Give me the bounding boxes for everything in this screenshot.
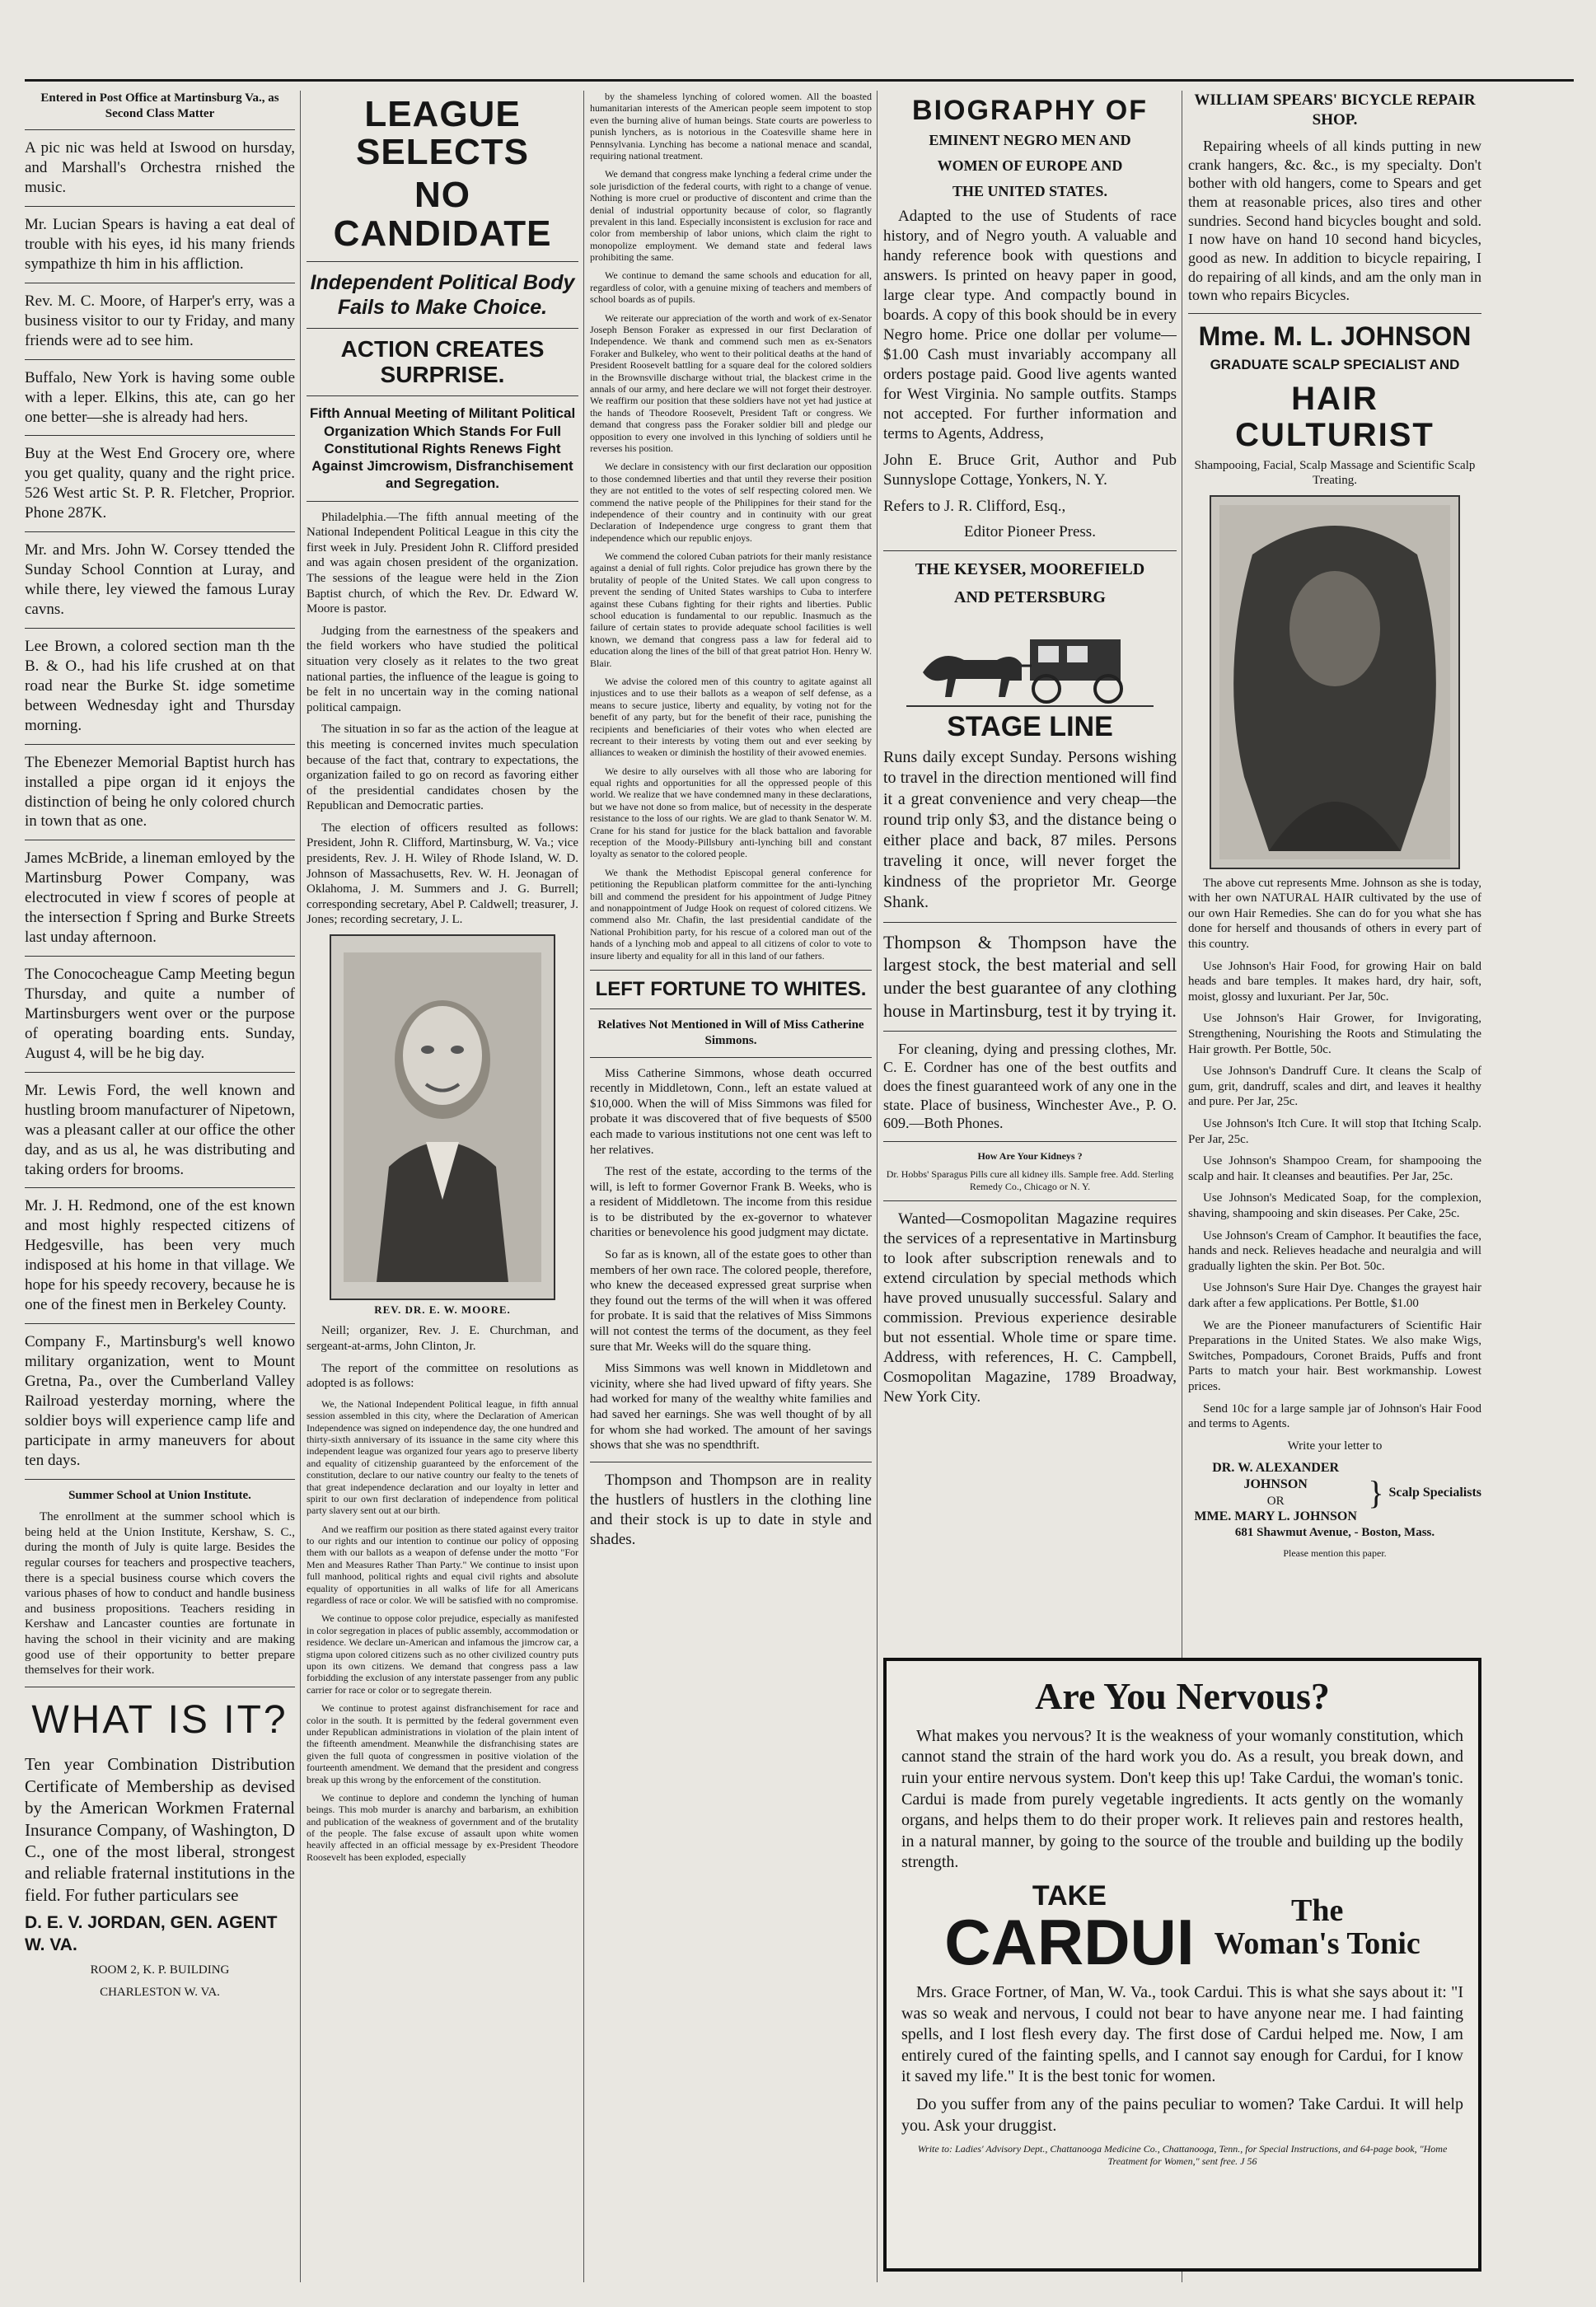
column-rule [300,91,301,2282]
thompson-notice: Thompson and Thompson are in reality the hustlers of hustlers in the clothing line and their stock is up to date in style and shades. [590,1471,872,1548]
separator [25,744,295,745]
resolution-paragraph: We thank the Methodist Episcopal general conference for petitioning the Republican platform committee for the anti-lynching bill and commend the president for his appointment of Judge Pitney and nonappointment of Judge Hook on request of colored citizens. We commend also Mr. Chafin, the last presidential candidate of the National Prohibition party, for his rescue of a colored man out of the hands of a lynching mob and appeal to all citizens of color to vote to insure liberty and equality for all in this land of our fathers. [590,866,872,962]
resolution-paragraph: We continue to demand the same schools and education for all, regardless of color, with a genuine mixing of teachers and members of school boards as of pupils. [590,269,872,306]
cardui-footer: Write to: Ladies' Advisory Dept., Chattanooga Medicine Co., Chattanooga, Tenn., for Special Instructions, and 64-page book, "Home Treatment for Women," sent free. J 56 [917,2143,1448,2167]
what-is-it-heading: WHAT IS IT? [31,1697,288,1742]
johnson-signature [1188,1460,1481,1525]
johnson-product: Use Johnson's Medicated Soap, for the complexion, shaving, shampooing and skin diseases. Per Cake, 25c. [1188,1191,1481,1220]
brace-glyph: } [1368,1473,1384,1511]
johnson-services: Shampooing, Facial, Scalp Massage and Scientific Scalp Treating. [1194,458,1476,488]
local-item: Mr. J. H. Redmond, one of the est known and most highly respected citizens of Hedgesville, has been very much indisposed at his home in that village. We hope for his speedy recovery, because he is one of the finest men in Berkeley County. [25,1197,295,1314]
local-item: Company F., Martinsburg's well knowo military organization, went to Mount Gretna, Pa., over the Cumberland Valley Railroad yesterday morning, where the soldier boys will experience camp life and participate in army maneuvers for about ten days. [25,1333,295,1469]
headline-league-selects: LEAGUE SELECTS [356,94,529,173]
local-item: James McBride, a lineman emloyed by the Martinsburg Power Company, was electrocuted in view f scores of people at the intersection f Spring and Burke Streets last unday afternoon. [25,849,295,947]
resolution-paragraph: And we reaffirm our position as there stated against every traitor to our rights and our intention to continue our policy of opposing them with our ballots as a weapon of defense under the motto "For Men and Measures Rather Than Party." We continue to insist upon full manhood, political rights and equal civil rights and absolute equality of opportunities in all walks of life for all Americans regardless of race or color. We will be satisfied with no compromise. [307,1523,578,1607]
left-fortune-deck: Relatives Not Mentioned in Will of Miss Catherine Simmons. [597,1018,864,1047]
local-item: Rev. M. C. Moore, of Harper's erry, was a business visitor to our ty Friday, and many friends were ad to see him. [25,292,295,349]
separator [883,1031,1177,1032]
summer-school-title: Summer School at Union Institute. [68,1488,251,1502]
stagecoach-illustration [906,615,1154,707]
column-local-news [25,91,295,2282]
johnson-pioneer: We are the Pioneer manufacturers of Scientific Hair Preparations in the United States. We also make Wigs, Switches, Pompadours, Coronet Braids, Puffs and front Parts to match your hair. Best workmanship. Lowest prices. [1188,1318,1481,1393]
article-paragraph: The election of officers resulted as follows: President, John R. Clifford, Martinsburg, W. Va.; vice presidents, Rev. J. H. Wiley of Rhode Island, W. D. Johnson of Massachusetts, Rev. W. H. Jeonagan of Oklahoma, J. M. Summers and J. G. Burrell; corresponding secretary, Abel P. Caldwell; treasurer, J. Jones; recording secretary, J. L. [307,821,578,927]
left-fortune-paragraph: Miss Simmons was well known in Middletown and vicinity, where she had lived upward of fifty years. She had worked for many of the wealthy white families and had saved her earnings. She was well thought of by all for whom she had worked. The amount of her savings shows that she was no spendthrift. [590,1362,872,1453]
left-fortune-paragraph: Miss Catherine Simmons, whose death occurred recently in Middletown, Conn., left an estate valued at $10,000. When the will of Miss Simmons was filed for probate it was discovered that of five bequests of $500 each made to various institutions not one cent was left to her relatives. [590,1066,872,1157]
what-is-it-text: Ten year Combination Distribution Certificate of Membership as devised by the American Workmen Fraternal Insurance Company, of Washington, D C., one of the most liberal, strongest and reliable fraternal institutions in the field. For futher particulars see [25,1754,295,1905]
left-fortune-paragraph: So far as is known, all of the estate goes to other than members of her own race. The colored people, therefore, who knew the deceased expressed great surprise when they found out the terms of the will when it was offered for probate. It is said that the relatives of Miss Simmons will not contest the terms of the document, as they feel sure that Mr. Weeks will do the square thing. [590,1248,872,1354]
cosmopolitan-ad: Wanted—Cosmopolitan Magazine requires the services of a representative in Martinsburg to look after subscription renewals and to extend circulation by special methods which have proved unusually successful. Salary and commission. Previous experience desirable but not essential. Whole time or spare time. Address, with references, H. C. Campbell, Cosmopolitan Magazine, 1789 Broadway, New York City. [883,1210,1177,1406]
resolution-paragraph: We commend the colored Cuban patriots for their manly resistance against a denial of full rights. Color prejudice has grown there by the brutality of people of the United States. We call upon congress to prevent the sending of United States warships to Cuba to interfere against these Cubans fighting for their rights and liberties. Public school education is fundamental to our republic. Inasmuch as the failure of certain states to provide adequate school facilities is well known, we demand that congress pass a law for federal aid to education along the lines of the bill of that great patriot Hon. Henry W. Blair. [590,550,872,669]
article-paragraph: Philadelphia.—The fifth annual meeting of the National Independent Political League in this city the first week in July. President John R. Clifford presided and was again chosen president of the organization. The sessions of the league were held in the Zion Baptist church, of which the Rev. Dr. Edward W. Moore is pastor. [307,510,578,616]
separator [307,395,578,396]
separator [25,206,295,207]
johnson-address: 681 Shawmut Avenue, - Boston, Mass. [1234,1526,1435,1540]
local-item: The Conococheague Camp Meeting begun Thursday, and quite a number of Martinsburgers went over or the purpose of operating boarding ents. Sunday, August 4, will be he big day. [25,966,295,1062]
womans-tonic-label: Woman's Tonic [1214,1926,1420,1962]
biography-author: John E. Bruce Grit, Author and Pub Sunnyslope Cottage, Yonkers, N. Y. [883,451,1177,489]
resolution-paragraph: We reiterate our appreciation of the worth and work of ex-Senator Joseph Benson Foraker as expressed in our first Declaration of Independence. We thank and commend such men as ex-Senators Foraker and Bulkeley, who went to their political deaths at the hand of President Roosevelt battling for a square deal for the colored soldiers in the Brownsville discharge without trial, the blackest crime in the annals of our army, and here declare we will not forget their destroyer. We reaffirm our position that these soldiers have not yet had justice at the hands of Theodore Roosevelt, President Taft or congress. We demand that congress pass the Foraker soldier bill and pledge our opposition to every one involved in this lynching of soldiers until he reverses his position. [590,311,872,454]
column-rule [877,91,878,2282]
johnson-write: Write your letter to [1287,1439,1383,1453]
top-rule [25,79,1574,82]
local-item: The Ebenezer Memorial Baptist hurch has installed a pipe organ id it enjoys the distinction of being he only colored church in town that as one. [25,753,295,831]
stagecoach-icon [906,615,1154,705]
resolution-paragraph: We declare in consistency with our first declaration our opposition to those condemned liberties and that until they reverse their position they are not entitled to the votes of self respecting colored men. We commend the native people of the Philippines for their stand for the independence of their country and in continuity with our great Declaration of Independence urge congress to grant them that independence which our republic enjoys. [590,461,872,544]
cardui-brand-row [901,1880,1463,1979]
portrait-caption: REV. DR. E. W. MOORE. [374,1303,511,1317]
resolution-paragraph: We continue to deplore and condemn the lynching of human beings. This mob murder is anarchy and barbarism, an exhibition and publication of the weakness of government and of the brutality of the people. The false excuse of assault upon white women heavily affected in an official message by ex-President Theodore Roosevelt has been exploded, especially [307,1791,578,1863]
headline-left-fortune: LEFT FORTUNE TO WHITES. [595,977,867,1000]
subheadline-fails: Independent Political Body Fails to Make Choice. [310,270,575,319]
cardui-testimonial: Mrs. Grace Fortner, of Man, W. Va., took Cardui. This is what she says about it: "I was so weak and nervous, I could not bear to have anyone near me. I had fainting spells, and I lost flesh every day. The first dose of Cardui helped me. Now, I am entirely cured of the fainting spells, and I cannot say enough for Cardui, for I know it saved my life." It is the best tonic for women. [901,1983,1463,2086]
johnson-sample: Send 10c for a large sample jar of Johnson's Hair Food and terms to Agents. [1188,1402,1481,1431]
stage-line-heading: STAGE LINE [947,710,1113,742]
portrait-figure [344,952,541,1282]
cardui-heading: Are You Nervous? [1035,1675,1330,1717]
scalp-specialists: Scalp Specialists [1388,1485,1481,1500]
separator [883,1141,1177,1142]
or-text: OR [1266,1494,1285,1508]
kidneys-text: Dr. Hobbs' Sparagus Pills cure all kidney ills. Sample free. Add. Sterling Remedy Co., Chicago or N. Y. [886,1168,1174,1192]
separator [590,1008,872,1009]
separator [25,1323,295,1324]
resolution-paragraph: We demand that congress make lynching a federal crime under the sole jurisdiction of the federal courts, with right to a change of venue. Nothing is more cruel or productive of discontent and crime than the denial of industrial opportunity because of color, so flagrantly prevalent in this land. Especially inconsistent is exclusion for race and color from membership of labor unions, which claim the right to monopolize employment. We demand state and federal laws prohibiting the same. [590,168,872,264]
the-label: The [1290,1893,1344,1929]
column-resolutions [590,91,872,2282]
separator [307,328,578,329]
johnson-product: Use Johnson's Hair Grower, for Invigorating, Strengthening, Nourishing the Roots and Stimulating the Hair growth. Per Bottle, 50c. [1188,1012,1481,1056]
mme-name: MME. MARY L. JOHNSON [1194,1509,1357,1524]
keyser-title: THE KEYSER, MOOREFIELD [915,560,1145,579]
johnson-product: Use Johnson's Dandruff Cure. It cleans the Scalp of gum, grit, dandruff, scales and dirt, and leaves it healthy and pure. Per Jar, 25c. [1188,1065,1481,1109]
johnson-product: Use Johnson's Cream of Camphor. It beautifies the face, hands and neck. Relieves headache and neuralgia and will gradually lighten the skin. Per Bot. 50c. [1188,1228,1481,1273]
biography-editor: Editor Pioneer Press. [964,523,1096,541]
subheadline-surprise: ACTION CREATES SURPRISE. [340,335,545,387]
separator [25,956,295,957]
take-label: TAKE [1032,1880,1107,1912]
article-paragraph: Neill; organizer, Rev. J. E. Churchman, and sergeant-at-arms, John Clinton, Jr. [307,1324,578,1353]
cardui-text: What makes you nervous? It is the weakness of your womanly constitution, which cannot stand the strain of the hard work you do. As a result, you break down, and ruin your entire nervous system. Don't keep this up! Take Cardui, the woman's tonic. Cardui is made from purely vegetable ingredients. It acts gently on the womanly organs, and helps them to do their proper work. It relieves pain and restores health, in a natural manner, by going to the source of the trouble and building up the bodily strength. [901,1726,1463,1872]
johnson-text: The above cut represents Mme. Johnson as she is today, with her own NATURAL HAIR cultivated by the use of our own Hair Remedies. She can do for you what she has done for herself and thousands of others in every part of this country. [1188,876,1481,952]
stage-line-text: Runs daily except Sunday. Persons wishing to travel in the direction mentioned will find it a great convenience and very cheap—the round trip only $3, and the distance being o either place and back, 87 miles. Persons traveling it once, will never forget the kindness of the proprietor Mr. George Shank. [883,748,1177,912]
biography-title: BIOGRAPHY OF [912,95,1148,126]
biography-refers: Refers to J. R. Clifford, Esq., [883,497,1066,515]
separator [883,922,1177,923]
separator [307,501,578,502]
agent-name: D. E. V. JORDAN, GEN. AGENT W. VA. [25,1913,278,1954]
keyser-title: AND PETERSBURG [954,587,1106,606]
kidneys-title: How Are Your Kidneys ? [977,1149,1083,1162]
biography-text: Adapted to the use of Students of race history, and of Negro youth. A valuable and handy reference book with questions and answers. Is printed on heavy paper in good, large clear type. And compactly bound in boards. A copy of this book should be in every Negro home. Price one dollar per volume—$1.00 Cash must invariably accompany all orders postage paid. Good live agents wanted for West Virginia. No sample outfits. Stamps not accepted. For further information and terms to Agents, Address, [883,208,1177,442]
portrait-engraving [330,934,555,1300]
dr-name: DR. W. ALEXANDER JOHNSON [1212,1461,1340,1492]
hair-culturist-heading: HAIR CULTURIST [1235,380,1435,453]
separator [25,1479,295,1480]
johnson-mention: Please mention this paper. [1283,1547,1387,1559]
separator [25,1187,295,1188]
separator [883,550,1177,551]
johnson-name: Mme. M. L. JOHNSON [1198,321,1472,351]
cardui-brand: CARDUI [944,1906,1195,1979]
separator [883,1200,1177,1201]
article-deck: Fifth Annual Meeting of Militant Political Organization Which Stands For Full Constitutional Rights Renews Fight Against Jimcrowism, Disfranchisement and Segregation. [309,405,576,492]
local-item: Buy at the West End Grocery ore, where you get quality, quany and the right price. 526 West artic St. P. R. Fletcher, Proprior. Phone 287K. [25,445,295,522]
local-item: Mr. and Mrs. John W. Corsey ttended the Sunday School Conntion at Luray, and while there, ley viewed the famous Luray cavns. [25,541,295,618]
separator [25,628,295,629]
resolution-paragraph: We, the National Independent Political league, in fifth annual session assembled in this city, where the Declaration of American Independence was signed on independence day, the one hundred and thirty-sixth anniversary of its issuance in the same city where this independent league was organized four years ago to preserve liberty and equality of citizenship guaranteed by the enforcement of the constitution, declare to our native country our fealty to the tenets of that great independence declaration and our loyalty in letter and spirit to our own first declaration of independence from political party slavery sent out at our birth. [307,1397,578,1517]
column-league-article [307,91,578,2282]
johnson-product: Use Johnson's Hair Food, for growing Hair on bald heads and bare temples. It makes hard, dry hair, soft, moist, glossy and luxuriant. Per Jar, 50c. [1188,959,1481,1004]
article-paragraph: The report of the committee on resolutions as adopted is as follows: [307,1361,578,1391]
johnson-portrait [1210,495,1460,869]
biography-subtitle: THE UNITED STATES. [952,182,1107,199]
local-item: Buffalo, New York is having some ouble with a leper. Elkins, this ate, can go her one better—she is already had hers. [25,368,295,426]
johnson-portrait-figure [1219,505,1450,859]
agent-room: ROOM 2, K. P. BUILDING [90,1963,230,1977]
biography-subtitle: WOMEN OF EUROPE AND [937,157,1123,175]
resolution-paragraph: We desire to ally ourselves with all those who are laboring for equal rights and opportunities for all the oppressed people of this world. We realize that we have condemned many in these declarations, but we have not done so from malice, but of necessity in the desperate resistance to the loss of our rights. We are glad to thank Senator W. M. Crane for his stand for justice for the black battalion and favorable reception of the Moody-Pillsbury anti-lynching bill and constant loyalty as senator to the colored people. [590,765,872,860]
resolution-paragraph: We advise the colored men of this country to agitate against all injustices and to use their ballots as a weapon of self defense, as a means to secure justice, liberty and equality, by voting not for the benefit of any party, but for the benefit of their race, punishing the recipients and beneficiaries of their votes who when elected are recreant to their interests by voting them out and ever seeking by alliances to weaken or diminish the hostility of their avowed enemies. [590,675,872,759]
johnson-product: Use Johnson's Shampoo Cream, for shampooing the scalp and hair. It cleanses and beautifies. Per Jar, 25c. [1188,1154,1481,1183]
separator [1188,313,1481,314]
local-item: Mr. Lewis Ford, the well known and hustling broom manufacturer of Nipetown, was a pleasant caller at our office the other day, and as us al, he was distributing and taking orders for brooms. [25,1081,295,1178]
thompson-ad: Thompson & Thompson have the largest stock, the best material and sell under the best guarantee of any clothing house in Martinsburg, test it by trying it. [883,931,1177,1021]
local-item: Mr. Lucian Spears is having a eat deal of trouble with his eyes, id his many friends sympathize th him in his affliction. [25,216,295,273]
summer-school-text: The enrollment at the summer school which is being held at the Union Institute, Kershaw, S. C., during the month of July is quite large. Besides the regular courses for teachers and prospective teachers, there is a special business course which covers the various phases of how to conduct and handle business and business propositions. Teachers residing in Kershaw and Lancaster counties are fortunate in having the school in their vicinity and are making good use of their opportunity to better prepare themselves for their work. [25,1510,295,1678]
johnson-product: Use Johnson's Sure Hair Dye. Changes the grayest hair dark after a few applications. Per Bottle, $1.00 [1188,1281,1481,1310]
article-paragraph: Judging from the earnestness of the speakers and the field workers who have studied the political situation very closely as it relates to the two great national parties, the influence of the league is going to be felt in no uncertain way in the coming national political campaign. [307,624,578,714]
johnson-product: Use Johnson's Itch Cure. It will stop that Itching Scalp. Per Jar, 25c. [1188,1117,1481,1146]
separator [307,261,578,262]
cordner-ad: For cleaning, dying and pressing clothes, Mr. C. E. Cordner has one of the best outfits and does the finest guaranteed work of any one in the state. Place of business, Winchester Ave., P. O. 609.—Both Phones. [883,1040,1177,1132]
separator [25,129,295,130]
agent-city: CHARLESTON W. VA. [100,1985,220,1999]
separator [590,1057,872,1058]
column-rule [583,91,584,2282]
spears-title: WILLIAM SPEARS' BICYCLE REPAIR SHOP. [1194,91,1476,129]
resolution-paragraph: by the shameless lynching of colored women. All the boasted humanitarian interests of the American people seem impotent to stop even the burning alive of human beings. State courts are powerless to punish lynchers, as is notorious in the Coatesville shame here in Pennsylvania. Lynching has become a national menace and scandal, requiring national treatment. [590,91,872,161]
separator [590,970,872,971]
entry-notice: Entered in Post Office at Martinsburg Va., as Second Class Matter [40,91,279,120]
resolution-paragraph: We continue to protest against disfranchisement for race and color in the south. It is permitted by the federal government even under Republican administrations in violation of the plain intent of the fifteenth amendment. Meanwhile the disfranchising states are given the full quota of congressmen in positive violation of the fourteenth amendment. We demand that the president and congress break up this wrong by the enforcement of the constitution. [307,1702,578,1785]
biography-subtitle: EMINENT NEGRO MEN AND [929,132,1131,149]
article-paragraph: The situation in so far as the action of the league at this meeting is concerned invites much speculation because of the fact that, contrary to expectations, the organization failed to go on record as favoring either of the presidential candidates chosen by the Republican and Democratic parties. [307,723,578,813]
left-fortune-paragraph: The rest of the estate, according to the terms of the will, is left to former Governor Frank B. Weeks, who is a resident of Middletown. The income from this residue is to be distributed by the ex-governor to whatever charities or benevolence his good judgment may dictate. [590,1165,872,1240]
headline-no-candidate: NO CANDIDATE [333,175,552,254]
cardui-advertisement [883,1658,1481,2272]
local-item: Lee Brown, a colored section man th the B. & O., had his life crushed at on that road near the Burke St. idge sometime between Wednesday ight and Thursday morning. [25,637,295,734]
separator [25,435,295,436]
local-item: A pic nic was held at Iswood on hursday, and Marshall's Orchestra rnished the music. [25,139,295,197]
spears-text: Repairing wheels of all kinds putting in new crank hangers, &c. &c., is my specialty. Don't bother with old hangers, come to Spears and get them at reasonable prices, also tires and other sundries. Second hand bicycles bought and sold. I now have on hand 10 second hand bicycles, good as new. In addition to bicycle repairing, I do repairing of all kinds, and am the only man in town who repairs Bicycles. [1188,137,1481,304]
separator [25,1072,295,1073]
resolution-paragraph: We continue to oppose color prejudice, especially as manifested in color segregation in places of public assembly, accommodation or residence. We declare un-American and infamous the jimcrow car, a stigma upon colored citizens such as no other civilized country puts upon its own citizens. We demand that congress pass a law forbidding the exclusion of any interstate passenger from any public carrier for race or color or to segregate therein. [307,1612,578,1696]
separator [25,359,295,360]
johnson-graduate: GRADUATE SCALP SPECIALIST AND [1210,357,1460,373]
separator [25,531,295,532]
cardui-question: Do you suffer from any of the pains peculiar to women? Take Cardui. It will help you. Ask your druggist. [901,2095,1463,2135]
